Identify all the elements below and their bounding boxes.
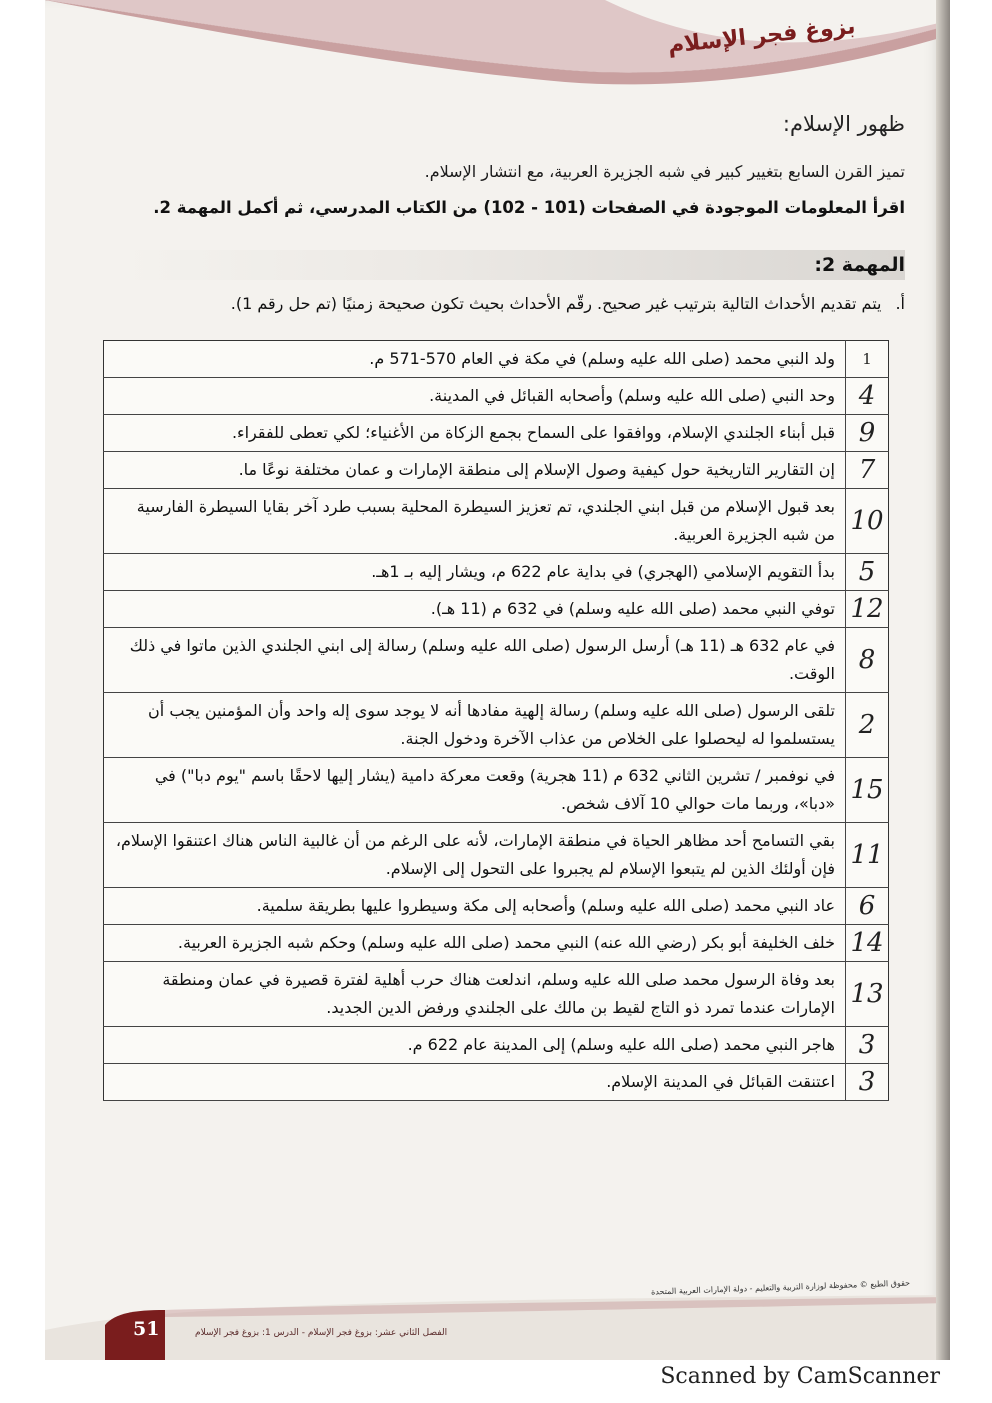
event-order-number-handwritten[interactable]: 10 <box>846 489 889 554</box>
event-text: وحد النبي (صلى الله عليه وسلم) وأصحابه القبائل في المدينة. <box>104 378 846 415</box>
event-row <box>104 591 889 628</box>
event-row <box>104 341 889 378</box>
breadcrumb: الفصل الثاني عشر: بزوغ فجر الإسلام - الدرس 1: بزوغ فجر الإسلام <box>195 1328 448 1338</box>
copyright-notice: حقوق الطبع © محفوظة لوزارة التربية والتعليم - دولة الإمارات العربية المتحدة <box>650 1278 911 1297</box>
event-order-number-handwritten[interactable]: 3 <box>846 1027 889 1064</box>
event-text: بدأ التقويم الإسلامي (الهجري) في بداية عام 622 م، ويشار إليه بـ 1هـ. <box>104 554 846 591</box>
event-row <box>104 415 889 452</box>
event-row <box>104 693 889 758</box>
footer-wave-decoration <box>45 1285 950 1360</box>
event-text: توفي النبي محمد (صلى الله عليه وسلم) في 632 م (11 هـ). <box>104 591 846 628</box>
part-letter: أ. <box>895 294 905 313</box>
event-text: في نوفمبر / تشرين الثاني 632 م (11 هجرية) وقعت معركة دامية (يشار إليها لاحقًا باسم "يوم دبا") في «دبا»، وربما مات حوالي 10 آلاف شخص. <box>104 758 846 823</box>
event-order-number-handwritten[interactable]: 2 <box>846 693 889 758</box>
event-row <box>104 758 889 823</box>
event-text: بعد قبول الإسلام من قبل ابني الجلندي، تم تعزيز السيطرة المحلية بسبب طرد آخر بقايا السيطرة الفارسية من شبه الجزيرة العربية. <box>104 489 846 554</box>
event-order-number-handwritten[interactable]: 14 <box>846 925 889 962</box>
event-row <box>104 823 889 888</box>
intro-paragraph: تميز القرن السابع بتغيير كبير في شبه الجزيرة العربية، مع انتشار الإسلام. <box>424 162 905 181</box>
event-row <box>104 1027 889 1064</box>
event-row <box>104 489 889 554</box>
event-text: خلف الخليفة أبو بكر (رضي الله عنه) النبي محمد (صلى الله عليه وسلم) وحكم شبه الجزيرة العربية. <box>104 925 846 962</box>
event-text: تلقى الرسول (صلى الله عليه وسلم) رسالة إلهية مفادها أنه لا يوجد سوى إله واحد وأن المؤمنين يجب أن يستسلموا له ليحصلوا على الخلاص من عذاب الآخرة ودخول الجنة. <box>104 693 846 758</box>
event-row <box>104 554 889 591</box>
event-row <box>104 1064 889 1101</box>
event-text: إن التقارير التاريخية حول كيفية وصول الإسلام إلى منطقة الإمارات و عمان مختلفة نوعًا ما. <box>104 452 846 489</box>
event-row <box>104 925 889 962</box>
event-row <box>104 888 889 925</box>
page-edge-shadow <box>936 0 950 1360</box>
event-order-number-handwritten[interactable]: 4 <box>846 378 889 415</box>
event-order-number-handwritten[interactable]: 11 <box>846 823 889 888</box>
page-number: 51 <box>133 1318 160 1340</box>
event-order-number-handwritten[interactable]: 15 <box>846 758 889 823</box>
task-instruction-text: يتم تقديم الأحداث التالية بترتيب غير صحيح. رقّم الأحداث بحيث تكون صحيحة زمنيًا (تم حل رقم 1). <box>230 294 882 313</box>
event-text: ولد النبي محمد (صلى الله عليه وسلم) في مكة في العام 570-571 م. <box>104 341 846 378</box>
task-instruction <box>115 292 905 316</box>
event-order-number-handwritten[interactable]: 5 <box>846 554 889 591</box>
scanner-watermark: Scanned by CamScanner <box>660 1364 940 1389</box>
event-text: عاد النبي محمد (صلى الله عليه وسلم) وأصحابه إلى مكة وسيطروا عليها بطريقة سلمية. <box>104 888 846 925</box>
textbook-page <box>45 0 950 1360</box>
event-order-number-handwritten[interactable]: 6 <box>846 888 889 925</box>
event-order-number-handwritten[interactable]: 3 <box>846 1064 889 1101</box>
event-row <box>104 378 889 415</box>
scan-margin <box>0 0 45 1403</box>
event-text: بقي التسامح أحد مظاهر الحياة في منطقة الإمارات، لأنه على الرغم من أن غالبية الناس هناك اعتنقوا الإسلام، فإن أولئك الذين لم يتبعوا الإسلام لم يجبروا على التحول إلى الإسلام. <box>104 823 846 888</box>
event-order-number-handwritten[interactable]: 7 <box>846 452 889 489</box>
task-title: المهمة 2: <box>814 254 905 276</box>
event-row <box>104 452 889 489</box>
event-order-number-handwritten[interactable]: 13 <box>846 962 889 1027</box>
event-text: بعد وفاة الرسول محمد صلى الله عليه وسلم، اندلعت هناك حرب أهلية لفترة قصيرة في عمان ومنطقة الإمارات عندما تمرد ذو التاج لقيط بن مالك على الجلندي ورفض الدين الجديد. <box>104 962 846 1027</box>
header-wave-decoration <box>45 0 950 110</box>
event-row <box>104 628 889 693</box>
section-title: ظهور الإسلام: <box>782 112 905 136</box>
event-order-number[interactable]: 1 <box>846 341 889 378</box>
event-text: هاجر النبي محمد (صلى الله عليه وسلم) إلى المدينة عام 622 م. <box>104 1027 846 1064</box>
task-header-band <box>115 250 905 280</box>
event-row <box>104 962 889 1027</box>
event-order-number-handwritten[interactable]: 9 <box>846 415 889 452</box>
lesson-title: بزوغ فجر الإسلام <box>666 14 857 59</box>
event-text: في عام 632 هـ (11 هـ) أرسل الرسول (صلى الله عليه وسلم) رسالة إلى ابني الجلندي الذين ماتوا في ذلك الوقت. <box>104 628 846 693</box>
event-order-number-handwritten[interactable]: 8 <box>846 628 889 693</box>
reading-instruction: اقرأ المعلومات الموجودة في الصفحات (101 - 102) من الكتاب المدرسي، ثم أكمل المهمة 2. <box>153 198 905 217</box>
events-table <box>103 340 889 1101</box>
event-order-number-handwritten[interactable]: 12 <box>846 591 889 628</box>
event-text: قبل أبناء الجلندي الإسلام، ووافقوا على السماح بجمع الزكاة من الأغنياء؛ لكي تعطى للفقراء. <box>104 415 846 452</box>
event-text: اعتنقت القبائل في المدينة الإسلام. <box>104 1064 846 1101</box>
